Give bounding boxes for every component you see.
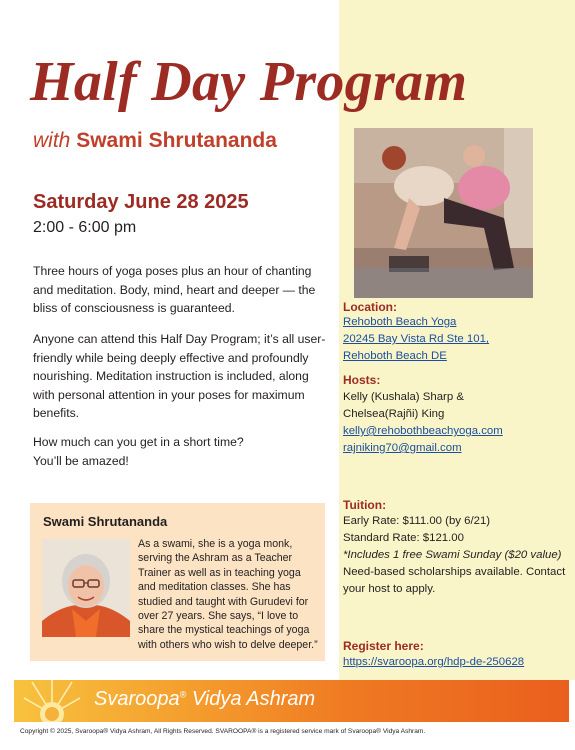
location-link-city[interactable]: Rehoboth Beach DE [343,350,447,362]
copyright-notice: Copyright © 2025, Svaroopa® Vidya Ashram, All Rights Reserved. SVAROOPA® is a registered service mark of Svaroopa® Vidya Ashram. [20,728,426,735]
host-name-2: Chelsea(Rajñi) King [343,408,445,420]
host-name-1: Kelly (Kushala) Sharp & [343,391,464,403]
description-paragraph-1: Three hours of yoga poses plus an hour of chanting and meditation. Body, mind, heart and deeper — the bliss of consciousness is guaranteed. [33,264,316,315]
description-paragraph-3 [33,433,333,470]
sun-logo-icon [22,680,82,722]
subtitle-with: with [33,129,71,152]
description-line: You’ll be amazed! [33,453,129,468]
host-email-link-1[interactable]: kelly@rehobothbeachyoga.com [343,425,503,437]
teacher-portrait-photo [42,539,130,637]
bio-text: As a swami, she is a yoga monk, serving the Ashram as a Teacher Trainer as well as in teaching yoga and meditation classes. She has studied and taught with Gurudevi for over 27 years. She says, “I love to share the mystical teachings of yoga with others who wish to delve deeper.” [138,538,318,651]
tuition-label: Tuition: [343,498,387,512]
subtitle-teacher-name: Swami Shrutananda [76,129,277,152]
tuition-standard-rate: Standard Rate: $121.00 [343,532,464,544]
bio-name: Swami Shrutananda [43,514,168,529]
footer-logo-text [94,688,315,711]
register-link[interactable]: https://svaroopa.org/hdp-de-250628 [343,656,525,668]
description-line: How much can you get in a short time? [33,435,244,449]
footer-brand-band [14,680,569,722]
location-label: Location: [343,300,397,314]
location-link-street[interactable]: 20245 Bay Vista Rd Ste 101, [343,333,490,345]
event-date: Saturday June 28 2025 [33,191,249,213]
event-time: 2:00 - 6:00 pm [33,219,137,236]
teacher-bio-box [30,503,325,661]
scholarship-line: your host to apply. [343,583,436,595]
hosts-details [343,389,568,457]
logo-word: Vidya Ashram [191,688,316,710]
subtitle [33,129,277,153]
logo-word: Svaroopa [94,688,180,710]
description-paragraph-2: Anyone can attend this Half Day Program; it’s all user-friendly while being deeply effective and profoundly nourishing. Meditation instruction is included, along with personal attention in your poses for maximum benefits. [33,332,326,420]
host-email-link-2[interactable]: rajniking70@gmail.com [343,442,462,454]
tuition-details [343,513,568,598]
logo-registered-mark: ® [179,689,187,700]
location-details [343,314,568,365]
page-title: Half Day Program [30,51,468,113]
tuition-early-rate: Early Rate: $111.00 (by 6/21) [343,515,491,527]
hosts-label: Hosts: [343,373,381,387]
register-details [343,654,568,671]
location-link-name[interactable]: Rehoboth Beach Yoga [343,316,457,328]
register-label: Register here: [343,639,424,653]
tuition-note: *Includes 1 free Swami Sunday ($20 value) [343,549,562,561]
yoga-class-photo [354,128,533,298]
scholarship-line: Need-based scholarships available. Contact [343,566,566,578]
